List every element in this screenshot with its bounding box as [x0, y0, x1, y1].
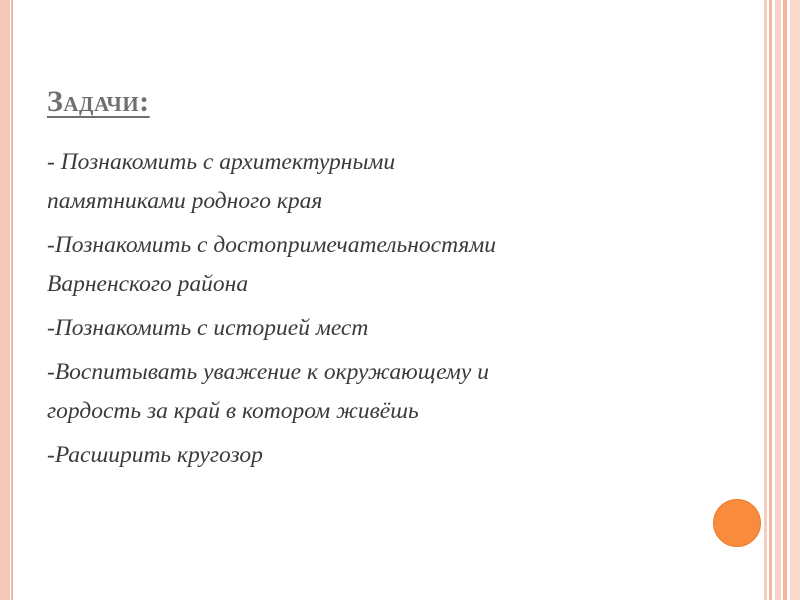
right-stripe-decoration	[764, 0, 767, 600]
task-line: гордость за край в котором живёшь	[47, 398, 419, 424]
task-item	[47, 143, 737, 221]
task-item	[47, 436, 737, 475]
left-border-line	[11, 0, 13, 600]
task-line: -Расширить кругозор	[47, 442, 263, 468]
task-line: -Познакомить с историей мест	[47, 315, 369, 341]
task-line: памятниками родного края	[47, 188, 323, 214]
right-stripe-decoration	[783, 0, 787, 600]
right-stripe-decoration	[775, 0, 781, 600]
right-stripe-decoration	[769, 0, 772, 600]
slide-title: Задачи:	[47, 85, 150, 118]
right-stripe-decoration	[790, 0, 800, 600]
task-item	[47, 353, 737, 431]
orange-circle-decoration	[713, 499, 761, 547]
task-line: - Познакомить с архитектурными	[47, 149, 396, 175]
left-border-decoration	[0, 0, 10, 600]
task-item	[47, 309, 737, 348]
task-list	[47, 143, 737, 480]
task-line: Варненского района	[47, 271, 249, 297]
task-item	[47, 226, 737, 304]
task-line: -Познакомить с достопримечательностями	[47, 232, 497, 258]
task-line: -Воспитывать уважение к окружающему и	[47, 359, 489, 385]
